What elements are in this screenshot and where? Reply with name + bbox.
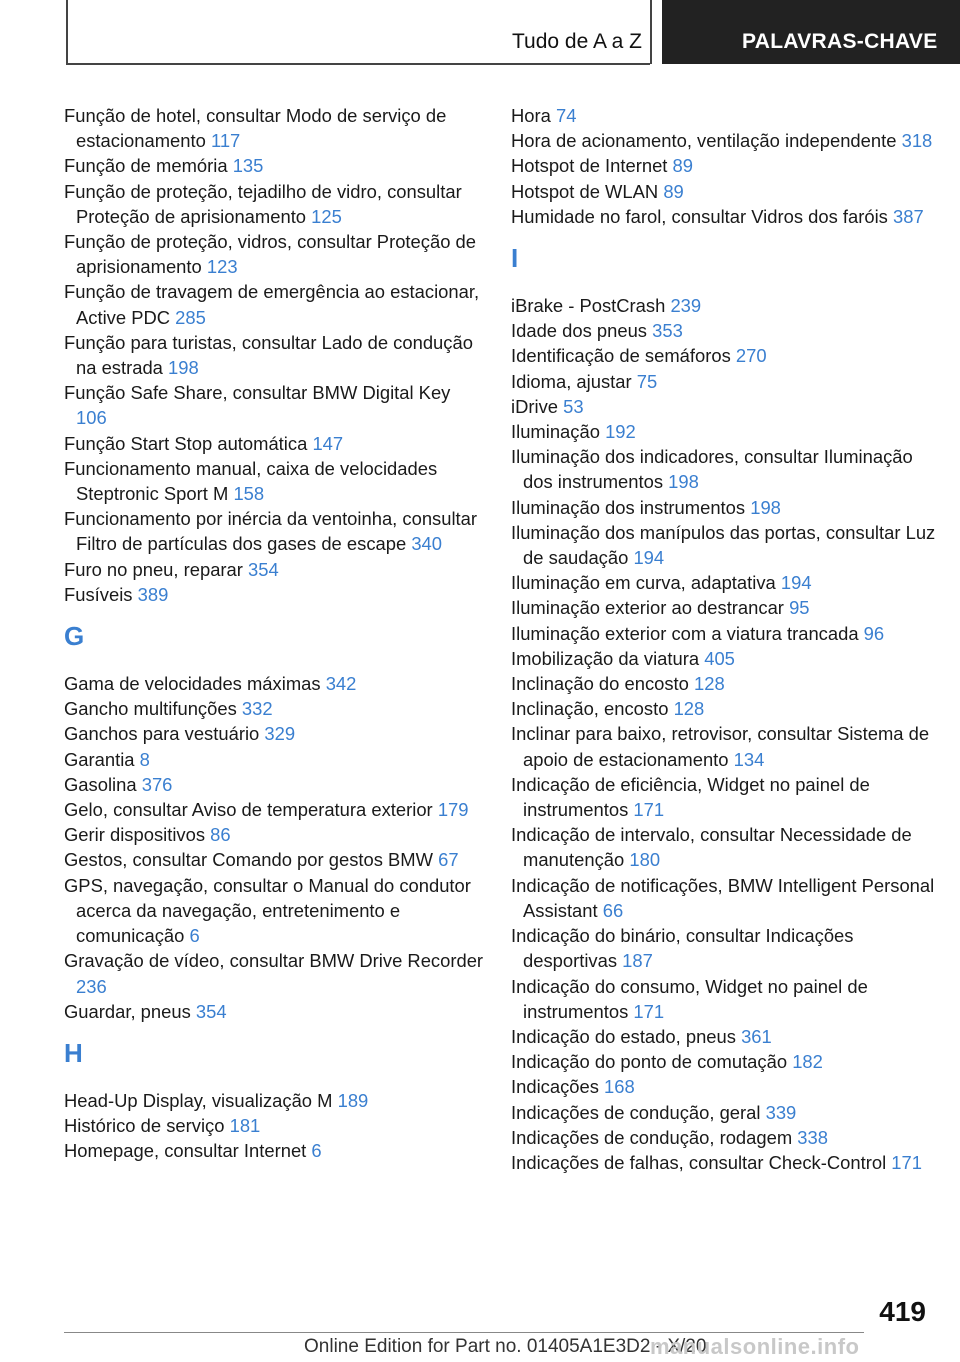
- index-page-link[interactable]: 387: [893, 205, 924, 227]
- index-page-link[interactable]: 117: [210, 130, 241, 152]
- header-chapter-tab: [662, 0, 960, 64]
- index-page-link[interactable]: 6: [189, 925, 200, 947]
- index-page-link[interactable]: 339: [765, 1101, 797, 1123]
- index-entry: [511, 873, 941, 923]
- index-entry: [64, 671, 484, 696]
- index-page-link[interactable]: 89: [672, 155, 694, 177]
- index-entry: [511, 721, 941, 771]
- footer-edition: Online Edition for Part no. 01405A1E3D2 - X/20: [304, 1336, 707, 1357]
- index-entry-term: Imobilização da viatura: [511, 647, 700, 669]
- index-entry-term: Identificação de semáforos: [511, 345, 731, 367]
- index-entry-term: Homepage, consultar Internet: [64, 1140, 307, 1162]
- index-page-link[interactable]: 123: [206, 256, 238, 278]
- index-entry-term: Fusíveis: [64, 583, 133, 605]
- index-page-link[interactable]: 171: [891, 1151, 922, 1173]
- index-entry: [64, 822, 484, 847]
- index-entry-term: Indicação do binário, consultar Indicações desportivas: [511, 925, 854, 972]
- index-page-link[interactable]: 182: [792, 1051, 823, 1073]
- index-page-link[interactable]: 236: [76, 975, 107, 997]
- index-entry-term: Hotspot de WLAN: [511, 180, 659, 202]
- index-entry: [64, 948, 484, 998]
- index-entry-term: Função de proteção, vidros, consultar Proteção de aprisionamento: [64, 231, 476, 278]
- index-entry-term: Função Safe Share, consultar BMW Digital Key: [64, 382, 451, 404]
- index-entry-term: Gerir dispositivos: [64, 824, 206, 846]
- index-page-link[interactable]: 194: [633, 547, 665, 569]
- index-page-link[interactable]: 135: [232, 155, 264, 177]
- index-page-link[interactable]: 354: [195, 1000, 227, 1022]
- index-letter-heading: G: [64, 621, 85, 652]
- index-entry: [511, 103, 941, 128]
- index-page-link[interactable]: 187: [622, 950, 653, 972]
- index-entry-term: Função para turistas, consultar Lado de condução na estrada: [64, 331, 473, 379]
- index-entry: [511, 1150, 941, 1175]
- index-page-link[interactable]: 67: [438, 849, 459, 871]
- index-page-link[interactable]: 134: [733, 748, 765, 770]
- index-entry: [511, 772, 941, 822]
- footer-watermark: manualsonline.info: [650, 1334, 860, 1359]
- index-entry-term: Gasolina: [64, 773, 137, 795]
- index-entry: [64, 229, 484, 279]
- index-entry: [511, 1024, 941, 1049]
- index-entry: [511, 822, 941, 872]
- index-entry-term: iDrive: [511, 395, 559, 417]
- index-entry-term: iBrake - PostCrash: [511, 295, 666, 317]
- index-entry-term: Gama de velocidades máximas: [64, 673, 321, 695]
- header-chapter-title: PALAVRAS-CHAVE: [742, 30, 938, 53]
- index-entry-term: Iluminação exterior com a viatura trancada: [511, 622, 859, 644]
- index-entry-term: Indicação do estado, pneus: [511, 1025, 736, 1047]
- index-page-link[interactable]: 171: [633, 799, 665, 821]
- index-page-link[interactable]: 66: [602, 899, 624, 921]
- index-column-left: [64, 103, 484, 1164]
- index-entry: [64, 1088, 484, 1113]
- index-entry-term: Iluminação dos instrumentos: [511, 496, 746, 518]
- index-page-link[interactable]: 332: [241, 698, 273, 720]
- index-page-link[interactable]: 95: [789, 597, 810, 619]
- index-entry-term: Função de travagem de emergência ao estacionar, Active PDC: [64, 281, 480, 328]
- index-entry: [64, 873, 484, 949]
- index-entry: [511, 153, 941, 178]
- index-entry: [511, 444, 941, 494]
- index-page-link[interactable]: 389: [137, 583, 169, 605]
- index-entry: [511, 621, 941, 646]
- index-page-link[interactable]: 125: [311, 205, 342, 227]
- index-page-link[interactable]: 329: [264, 723, 296, 745]
- index-entry: [511, 318, 941, 343]
- index-entry: [64, 380, 484, 430]
- index-entry-term: Humidade no farol, consultar Vidros dos faróis: [511, 205, 888, 227]
- index-page-link[interactable]: 168: [604, 1076, 635, 1098]
- index-entry: [511, 696, 941, 721]
- header-rule-left: [66, 0, 68, 64]
- index-page-link[interactable]: 285: [175, 306, 206, 328]
- index-entry: [64, 721, 484, 746]
- index-entry-term: Idioma, ajustar: [511, 370, 632, 392]
- index-entry: [64, 1138, 484, 1163]
- index-page-link[interactable]: 270: [735, 345, 767, 367]
- index-page-link[interactable]: 338: [797, 1126, 828, 1148]
- index-entry: [511, 369, 941, 394]
- index-page-link[interactable]: 318: [901, 130, 933, 152]
- index-page-link[interactable]: 198: [750, 496, 781, 518]
- index-entry: [511, 1100, 941, 1125]
- index-page-link[interactable]: 106: [76, 407, 107, 429]
- index-entry-term: Indicação do consumo, Widget no painel de instrumentos: [511, 975, 868, 1022]
- index-page-link[interactable]: 89: [663, 180, 684, 202]
- index-entry-term: Gravação de vídeo, consultar BMW Drive Recorder: [64, 950, 484, 972]
- header-section-title: Tudo de A a Z: [512, 30, 642, 53]
- index-entry-term: Inclinação, encosto: [511, 698, 669, 720]
- index-entry: [511, 1049, 941, 1074]
- index-entry: [511, 293, 941, 318]
- index-entry: [64, 456, 484, 506]
- index-entry: [511, 394, 941, 419]
- index-entry: [511, 204, 941, 229]
- index-entry-term: Gestos, consultar Comando por gestos BMW: [64, 849, 433, 871]
- index-entry-term: Função Start Stop automática: [64, 432, 308, 454]
- index-entry-term: Funcionamento manual, caixa de velocidades Steptronic Sport M: [64, 457, 438, 505]
- index-page-link[interactable]: 86: [210, 824, 231, 846]
- index-entry-term: Funcionamento por inércia da ventoinha, consultar Filtro de partículas dos gases de escape: [64, 508, 478, 555]
- index-entry-term: Inclinação do encosto: [511, 673, 689, 695]
- page-number: 419: [879, 1296, 926, 1327]
- index-page-link[interactable]: 239: [670, 295, 702, 317]
- index-entry: [511, 419, 941, 444]
- index-entry-term: Iluminação: [511, 421, 600, 443]
- index-entry: [64, 772, 484, 797]
- index-entry-term: Hotspot de Internet: [511, 155, 668, 177]
- index-entry: [64, 747, 484, 772]
- index-entry: [64, 557, 484, 582]
- index-entry: [511, 595, 941, 620]
- index-entry-term: Hora: [511, 105, 551, 126]
- index-letter-heading: H: [64, 1037, 83, 1068]
- index-entry-term: Hora de acionamento, ventilação independente: [511, 130, 897, 152]
- index-page-link[interactable]: 158: [233, 483, 265, 505]
- index-entry-term: Gancho multifunções: [64, 698, 237, 720]
- index-entry-term: Garantia: [64, 748, 135, 770]
- index-page-link[interactable]: 180: [629, 849, 661, 871]
- index-entry-term: Iluminação dos indicadores, consultar Iluminação dos instrumentos: [511, 446, 913, 493]
- index-entry-term: Idade dos pneus: [511, 320, 647, 342]
- index-entry: [511, 974, 941, 1024]
- index-page-link[interactable]: 189: [337, 1089, 369, 1111]
- index-entry-term: Indicações de condução, rodagem: [511, 1126, 793, 1148]
- index-column-right: [511, 103, 941, 1175]
- index-entry: [511, 520, 941, 570]
- index-letter-heading: I: [511, 243, 519, 274]
- index-entry: [511, 646, 941, 671]
- index-page-link[interactable]: 128: [694, 673, 725, 695]
- index-page-link[interactable]: 8: [139, 748, 150, 770]
- index-entry-term: Indicações de condução, geral: [511, 1101, 761, 1123]
- index-entry: [64, 506, 484, 556]
- index-entry-term: Indicação de intervalo, consultar Necessidade de manutenção: [511, 824, 912, 871]
- index-entry: [511, 1074, 941, 1099]
- index-page-link[interactable]: 147: [312, 432, 344, 454]
- index-entry-term: Iluminação exterior ao destrancar: [511, 597, 784, 619]
- index-page-link[interactable]: 405: [704, 647, 735, 669]
- index-entry: [511, 671, 941, 696]
- index-entry-term: Inclinar para baixo, retrovisor, consultar Sistema de apoio de estacionamento: [511, 723, 930, 770]
- index-entry-term: Função de memória: [64, 155, 228, 177]
- index-entry: [511, 128, 941, 153]
- index-page-link[interactable]: 361: [741, 1025, 772, 1047]
- index-entry: [511, 1125, 941, 1150]
- index-entry: [511, 570, 941, 595]
- index-entry-term: Indicações de falhas, consultar Check-Control: [511, 1151, 887, 1173]
- index-entry: [511, 923, 941, 973]
- index-page-link[interactable]: 353: [652, 320, 683, 342]
- index-entry-term: Iluminação em curva, adaptativa: [511, 572, 776, 594]
- index-page-link[interactable]: 376: [141, 773, 173, 795]
- index-entry-term: Head-Up Display, visualização M: [64, 1089, 333, 1111]
- index-page-link[interactable]: 181: [229, 1115, 261, 1137]
- index-page-link[interactable]: 53: [563, 395, 584, 417]
- index-entry-term: GPS, navegação, consultar o Manual do condutor acerca da navegação, entretenimento e comunicação: [64, 874, 471, 947]
- index-page-link[interactable]: 128: [673, 698, 705, 720]
- index-page-link[interactable]: 354: [248, 558, 279, 580]
- index-page-link[interactable]: 179: [437, 799, 469, 821]
- index-page-link[interactable]: 6: [311, 1140, 322, 1162]
- index-entry-term: Indicações: [511, 1076, 599, 1098]
- index-page-link[interactable]: 74: [556, 105, 577, 126]
- index-entry-term: Indicação do ponto de comutação: [511, 1051, 788, 1073]
- index-entry: [64, 1113, 484, 1138]
- index-entry-term: Iluminação dos manípulos das portas, consultar Luz de saudação: [511, 521, 936, 569]
- index-page-link[interactable]: 171: [633, 1000, 665, 1022]
- index-entry: [511, 179, 941, 204]
- index-page-link[interactable]: 75: [636, 370, 658, 392]
- index-page-link[interactable]: 340: [411, 533, 443, 555]
- index-entry: [64, 153, 484, 178]
- index-page-link[interactable]: 198: [668, 471, 699, 493]
- index-entry-term: Furo no pneu, reparar: [64, 558, 243, 580]
- index-page-link[interactable]: 192: [605, 421, 636, 443]
- index-entry: [64, 330, 484, 380]
- index-page-link[interactable]: 198: [168, 357, 199, 379]
- index-entry: [64, 696, 484, 721]
- index-entry: [511, 495, 941, 520]
- index-entry-term: Ganchos para vestuário: [64, 723, 260, 745]
- index-page-link[interactable]: 96: [863, 622, 885, 644]
- index-entry: [511, 343, 941, 368]
- index-entry: [64, 847, 484, 872]
- index-entry-term: Função de hotel, consultar Modo de serviço de estacionamento: [64, 105, 447, 152]
- index-entry: [64, 103, 484, 153]
- index-entry: [64, 179, 484, 229]
- index-entry-term: Indicação de notificações, BMW Intelligent Personal Assistant: [511, 874, 935, 921]
- header-rule-bottom: [66, 63, 650, 65]
- index-entry-term: Indicação de eficiência, Widget no painel de instrumentos: [511, 773, 870, 821]
- index-entry: [64, 999, 484, 1024]
- index-entry-term: Gelo, consultar Aviso de temperatura exterior: [64, 799, 433, 821]
- index-entry: [64, 431, 484, 456]
- index-entry-term: Função de proteção, tejadilho de vidro, consultar Proteção de aprisionamento: [64, 180, 462, 227]
- footer-rule: [64, 1332, 864, 1333]
- index-page-link[interactable]: 342: [325, 673, 357, 695]
- index-entry: [64, 797, 484, 822]
- index-entry: [64, 582, 484, 607]
- index-entry: [64, 279, 484, 329]
- index-entry-term: Guardar, pneus: [64, 1000, 191, 1022]
- index-entry-term: Histórico de serviço: [64, 1115, 225, 1137]
- index-page-link[interactable]: 194: [780, 572, 812, 594]
